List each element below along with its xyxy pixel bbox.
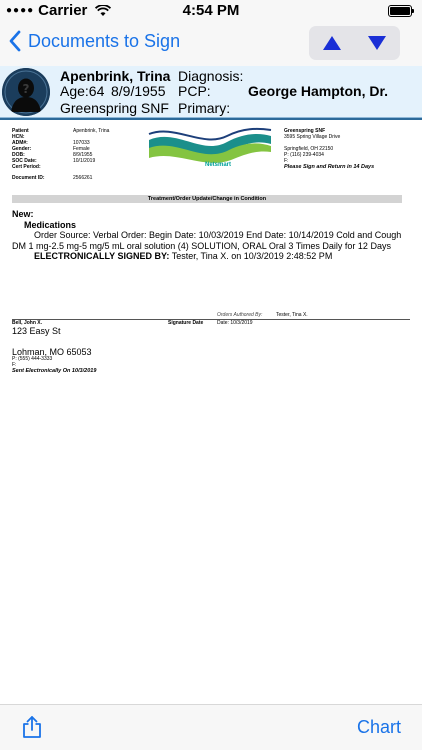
back-button[interactable] — [8, 30, 180, 52]
facility-line: 3595 Spring Village Drive — [284, 134, 341, 140]
info-value: 10/1/2019 — [73, 158, 96, 164]
info-value: Apenbrink, Trina — [73, 128, 110, 134]
info-value: 107033 — [73, 140, 90, 146]
patient-info-values — [73, 128, 109, 170]
patient-header — [0, 66, 422, 118]
share-icon[interactable] — [22, 715, 42, 739]
arrow-up-icon — [322, 35, 342, 51]
signed-label: ELECTRONICALLY SIGNED BY: — [34, 251, 170, 261]
back-button-label: Documents to Sign — [28, 30, 181, 51]
signal-icon: ●●●● — [6, 5, 35, 16]
electronic-signature — [34, 251, 332, 261]
primary-label: Primary: — [178, 100, 231, 116]
bottom-toolbar — [0, 704, 422, 750]
status-time: 4:54 PM — [182, 2, 240, 19]
info-label: DOB: — [12, 152, 25, 158]
carrier-label: Carrier — [38, 2, 88, 19]
avatar — [2, 68, 50, 116]
signature-line — [12, 319, 410, 320]
pcp-label: PCP: — [178, 83, 211, 99]
patient-name: Apenbrink, Trina — [60, 68, 171, 84]
info-value — [73, 164, 109, 170]
facility-line: P: (116) 239-4034 — [284, 152, 324, 158]
document-id-label: Document ID: — [12, 175, 45, 181]
document-view[interactable] — [0, 120, 422, 704]
facility-line: Springfield, OH 22150 — [284, 146, 334, 152]
info-value: 8/9/1955 — [73, 152, 93, 158]
logo-text: Netsmart — [205, 162, 232, 168]
info-label: HCN: — [12, 134, 25, 140]
sent-note: Sent Electronically On 10/3/2019 — [12, 368, 97, 374]
info-value: Female — [73, 146, 90, 152]
date-value: Date: 10/3/2019 — [217, 320, 253, 326]
physician-name: Bell, John X. — [12, 320, 43, 326]
info-label: ADM#: — [12, 140, 28, 146]
next-document-button[interactable] — [355, 26, 401, 60]
patient-info-labels — [12, 128, 41, 170]
info-label: Patient — [12, 128, 29, 134]
chevron-left-icon — [8, 30, 22, 52]
phone-line: F: — [12, 362, 17, 368]
order-text: Order Source: Verbal Order: Begin Date: 10/03/2019 End Date: 10/14/2019 Cold and Cough DM 1 mg-2.5 mg-5 mg/5 mL oral solution (4) SOLUTION, ORAL Oral 3 Times Daily for 12 Days — [12, 230, 402, 251]
previous-document-button[interactable] — [309, 26, 355, 60]
chart-button[interactable]: Chart — [356, 717, 401, 737]
document-id-value: 2566261 — [73, 175, 93, 181]
avatar-icon — [2, 68, 50, 116]
battery-icon — [388, 5, 412, 17]
orders-authored-value: Tester, Tina X. — [276, 312, 308, 318]
status-bar — [0, 0, 422, 22]
section-title: Treatment/Order Update/Change in Condition — [12, 195, 402, 203]
facility-line: F: — [284, 158, 289, 164]
physician-address-line2: Lohman, MO 65053 — [12, 347, 92, 357]
physician-address-line1: 123 Easy St — [12, 326, 61, 336]
patient-age: Age:64 — [60, 83, 105, 99]
signed-value: Tester, Tina X. on 10/3/2019 2:48:52 PM — [171, 251, 333, 261]
signature-date-label: Signature Date — [168, 320, 204, 326]
document-navigation-control — [309, 26, 400, 60]
facility-line: Greenspring SNF — [284, 128, 326, 134]
new-label: New: — [12, 209, 34, 219]
diagnosis-label: Diagnosis: — [178, 68, 244, 84]
navigation-bar — [0, 22, 422, 66]
orders-authored-label: Orders Authored By: — [217, 312, 263, 318]
info-label: Cert Period: — [12, 164, 41, 170]
patient-facility: Greenspring SNF — [60, 100, 169, 116]
medications-label: Medications — [24, 220, 77, 230]
svg-text:?: ? — [22, 82, 30, 96]
return-instruction: Please Sign and Return in 14 Days — [284, 164, 375, 170]
arrow-down-icon — [367, 35, 387, 51]
patient-dob: 8/9/1955 — [111, 83, 166, 99]
facility-address — [284, 128, 340, 164]
phone-line: P: (555) 444-3333 — [12, 356, 53, 362]
info-label: SOC Date: — [12, 158, 37, 164]
pcp-value: George Hampton, Dr. — [248, 83, 389, 99]
physician-phone — [12, 356, 52, 368]
info-label: Gender: — [12, 146, 32, 152]
